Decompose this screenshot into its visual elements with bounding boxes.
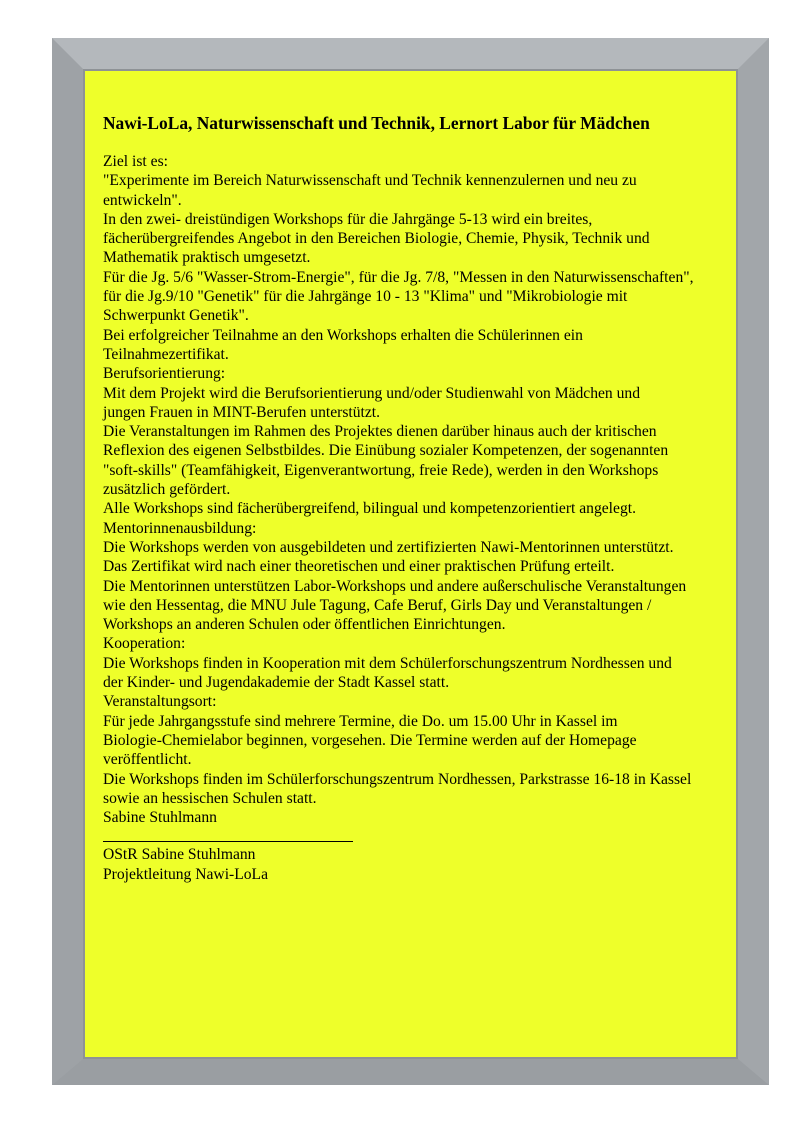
paragraph-venue: Veranstaltungsort: Für jede Jahrgangsstufe sind mehrere Termine, die Do. um 15.00 Uhr in Kassel im Biologie-Chemielabor beginnen, vorgesehen. Die Termine werden auf der Homepage veröffentlicht. Die Workshops finden im Schülerforschungszentrum Nordhessen, Parkstrasse 16-18 in Kassel sowie an hessischen Schulen statt. — [103, 693, 692, 807]
signature-name: Sabine Stuhlmann — [103, 809, 217, 827]
paragraph-goals: Ziel ist es: "Experimente im Bereich Naturwissenschaft und Technik kennenzulernen und neu zu entwickeln". In den zwei- dreistündigen Workshops für die Jahrgänge 5-13 wird ein breites, fächerübergreifendes Angebot in den Bereichen Biologie, Chemie, Physik, Technik und Mathematik praktisch umgesetzt. Für die Jg. 5/6 "Wasser-Strom-Energie", für die Jg. 7/8, "Messen in den Naturwissenschaften", für die Jg.9/10 "Genetik" für die Jahrgänge 10 - 13 "Klima" und "Mikrobiologie mit Schwerpunkt Genetik". Bei erfolgreicher Teilnahme an den Workshops erhalten die Schülerinnen ein Teilnahmezertifikat. — [103, 153, 694, 363]
paragraph-cooperation: Kooperation: Die Workshops finden in Kooperation mit dem Schülerforschungszentrum Nordhessen und der Kinder- und Jugendakademie der Stadt Kassel statt. — [103, 635, 672, 692]
paragraph-career-orientation: Berufsorientierung: Mit dem Projekt wird die Berufsorientierung und/oder Studienwahl von Mädchen und jungen Frauen in MINT-Berufen unterstützt. Die Veranstaltungen im Rahmen des Projektes dienen darüber hinaus auch der kritischen Reflexion des eigenen Selbstbildes. Die Einübung sozialer Kompetenzen, der sogenannten "soft-skills" (Teamfähigkeit, Eigenverantwortung, freie Rede), werden in den Workshops zusätzlich gefördert. Alle Workshops sind fächerübergreifend, bilingual und kompetenzorientiert angelegt. — [103, 365, 669, 518]
poster-content — [103, 112, 723, 884]
frame-top-bevel — [52, 38, 769, 70]
signature-full-name: OStR Sabine Stuhlmann — [103, 846, 256, 864]
frame-right-bevel — [737, 38, 769, 1085]
frame-bottom-bevel — [52, 1058, 769, 1085]
frame-left-bevel — [52, 38, 84, 1085]
poster-title: Nawi-LoLa, Naturwissenschaft und Technik, Lernort Labor für Mädchen — [103, 113, 650, 133]
signature-role: Projektleitung Nawi-LoLa — [103, 865, 268, 883]
paragraph-mentor-training: Mentorinnenausbildung: Die Workshops werden von ausgebildeten und zertifizierten Nawi-Mentorinnen unterstützt. Das Zertifikat wird nach einer theoretischen und einer praktischen Prüfung erteilt. Die Mentorinnen unterstützen Labor-Workshops und andere außerschulische Veranstaltungen wie den Hessentag, die MNU Jule Tagung, Cafe Beruf, Girls Day und Veranstaltungen / Workshops an anderen Schulen oder öffentlichen Einrichtungen. — [103, 519, 687, 634]
signature-line — [103, 841, 353, 842]
